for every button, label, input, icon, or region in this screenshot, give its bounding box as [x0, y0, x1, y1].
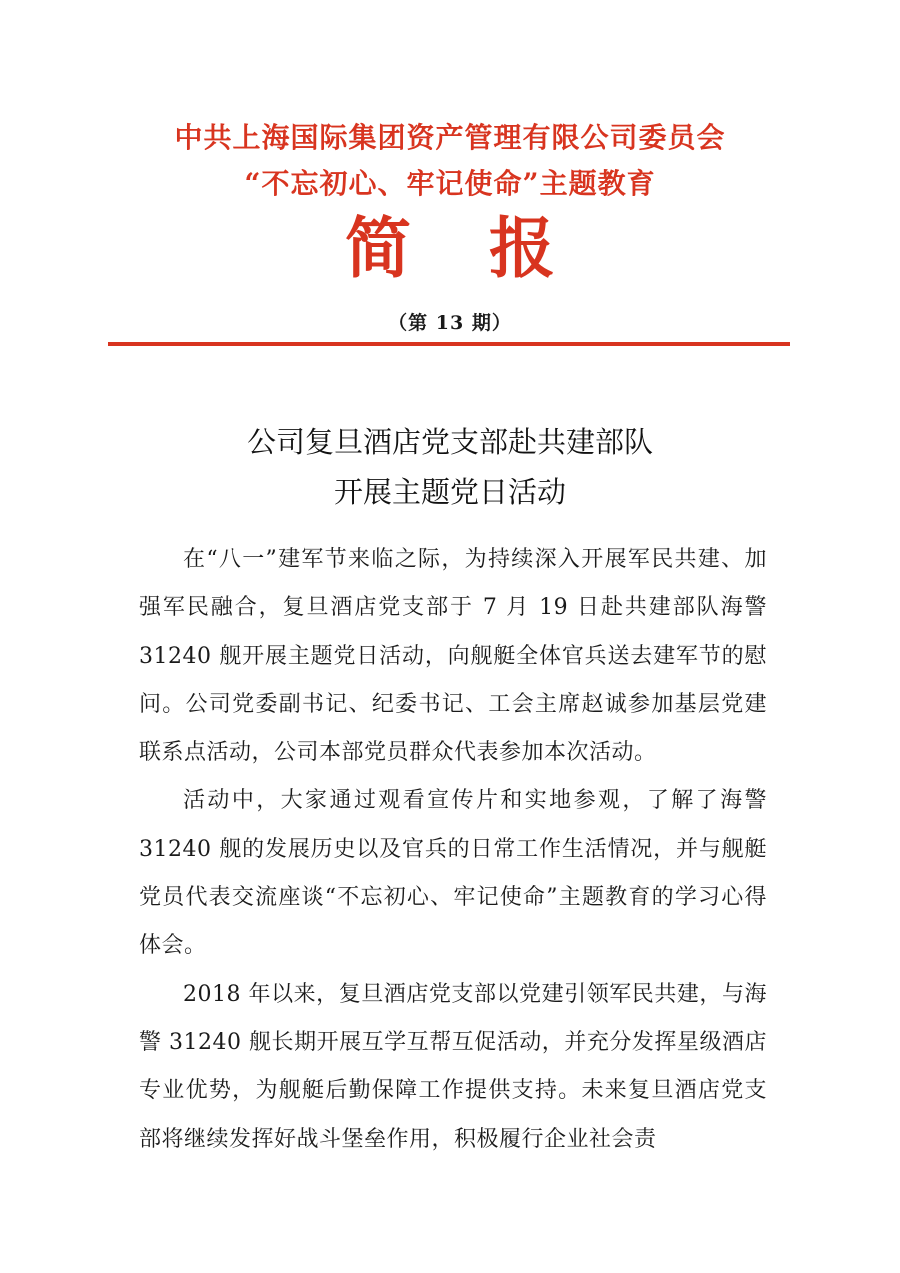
bulletin-title: 简报: [345, 209, 633, 287]
header-divider: [108, 342, 790, 346]
organization-name: 中共上海国际集团资产管理有限公司委员会: [174, 121, 726, 154]
paragraph: 在“八一”建军节来临之际，为持续深入开展军民共建、加强军民融合，复旦酒店党支部于 7 月 19 日赴共建部队海警 31240 舰开展主题党日活动，向舰艇全体官兵送去建军节的慰问。公司党委副书记、纪委书记、工会主席赵诚参加基层党建联系点活动，公司本部党员群众代表参加本次活动。: [139, 547, 767, 766]
paragraph: 活动中，大家通过观看宣传片和实地参观，了解了海警 31240 舰的发展历史以及官兵的日常工作生活情况，并与舰艇党员代表交流座谈“不忘初心、牢记使命”主题教育的学习心得体会。: [139, 788, 767, 959]
theme-name: “不忘初心、牢记使命”主题教育: [244, 167, 656, 200]
article-body: [139, 536, 767, 1164]
paragraph: 2018 年以来，复旦酒店党支部以党建引领军民共建，与海警 31240 舰长期开展互学互帮互促活动，并充分发挥星级酒店专业优势，为舰艇后勤保障工作提供支持。未来复旦酒店党支部将继续发挥好战斗堡垒作用，积极履行企业社会责: [139, 981, 767, 1152]
issue-number: （第 13 期）: [388, 312, 512, 334]
article-title-line-2: 开展主题党日活动: [333, 475, 566, 509]
article-title-line-1: 公司复旦酒店党支部赴共建部队: [246, 425, 653, 459]
